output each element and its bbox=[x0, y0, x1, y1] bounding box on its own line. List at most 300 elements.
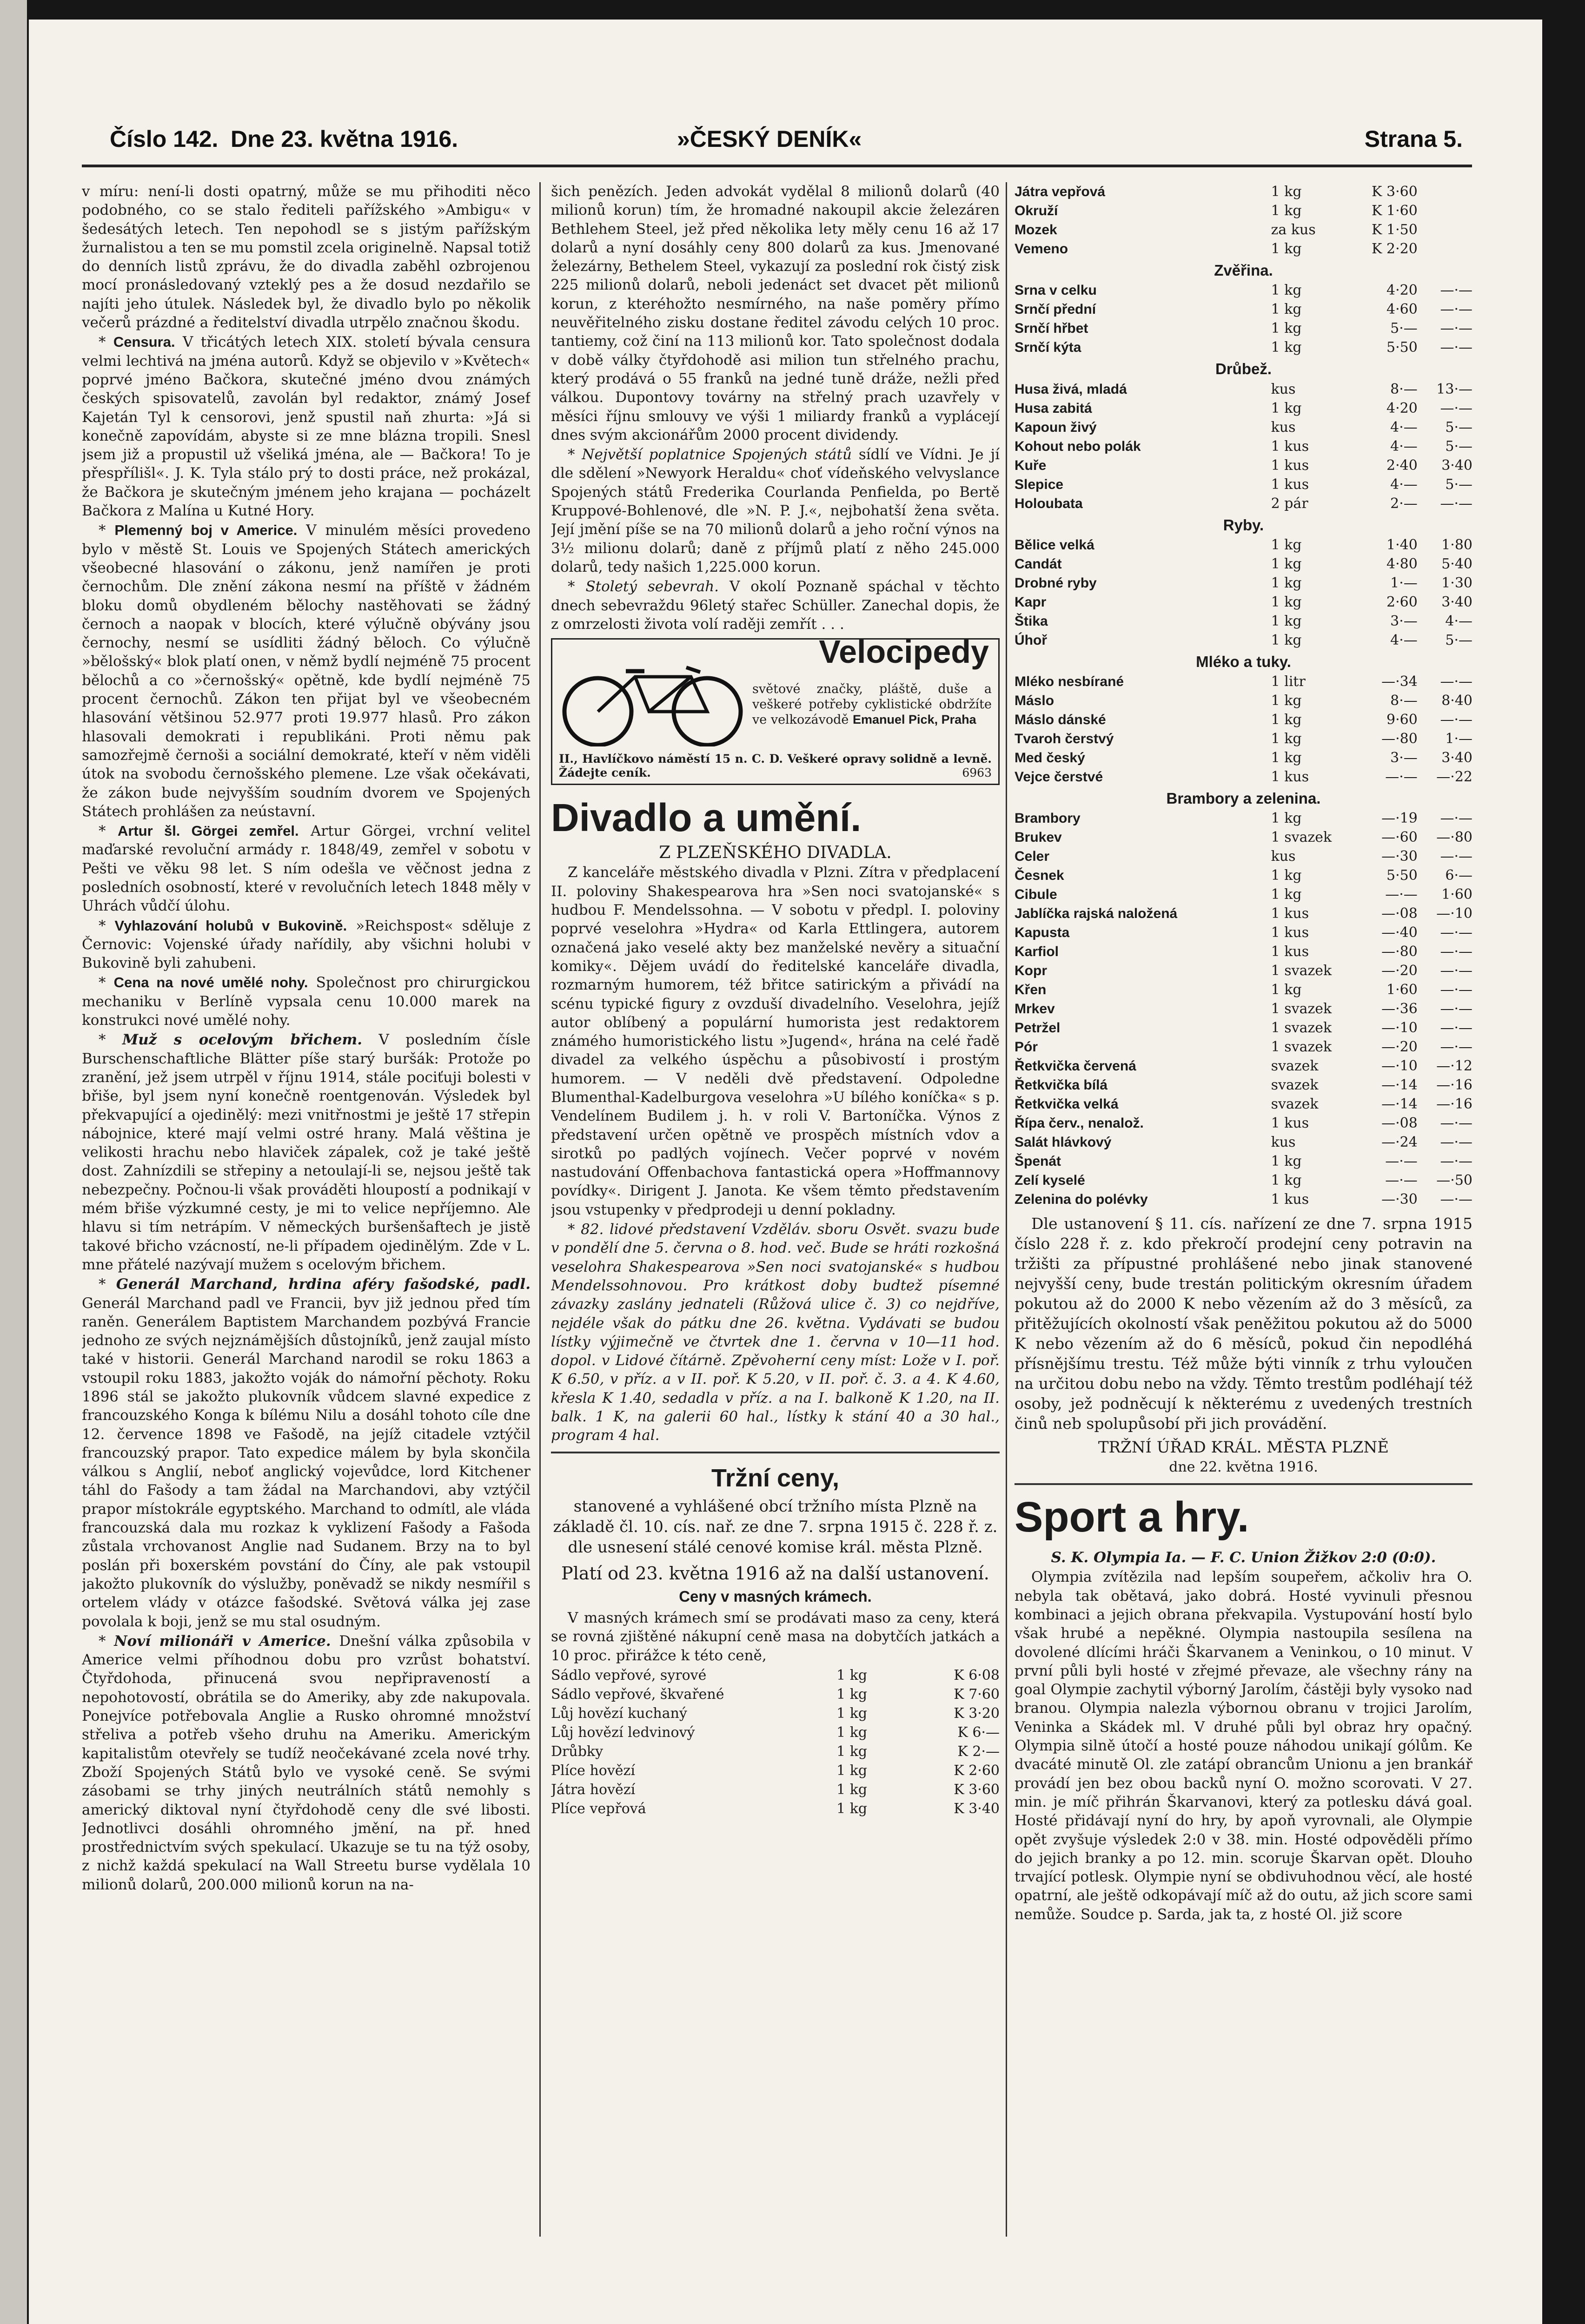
item-name: Pór bbox=[1015, 1039, 1038, 1055]
item-unit: 1 kus bbox=[1271, 944, 1309, 960]
price-min: —·34 bbox=[1381, 673, 1418, 690]
item-unit: svazek bbox=[1271, 1096, 1319, 1113]
item-name: Karfiol bbox=[1015, 944, 1059, 960]
item-unit: 1 kg bbox=[836, 1667, 868, 1684]
price-min: —·14 bbox=[1381, 1077, 1418, 1094]
article-ambigu: v míru: není-li dosti opatrný, může se mu přihoditi něco podobného, co se stalo řediteli pařížského »Ambigu« v šedesátých letech. Ten nepohodl se s jistým pařížským žurnalistou a ten se mu pomstil zcela originelně. Napsal totiž do denních listů zprávu, že do divadla zaběhl ozbrojenou mocí pronásledovaný vzteklý pes a že dosud nezdařilo se najíti jeho útulek. Následek byl, že divadlo bylo po několik večerů prázdné a ředitelství divadla utrpělo značnou škodu. bbox=[82, 183, 531, 331]
price-row bbox=[1015, 399, 1472, 418]
price-min: 3·— bbox=[1390, 750, 1418, 766]
item-name: Mléko nesbírané bbox=[1015, 674, 1124, 690]
item-name: Husa živá, mladá bbox=[1015, 381, 1127, 397]
item-name: Srnčí hřbet bbox=[1015, 321, 1088, 337]
price-max: —·— bbox=[1440, 339, 1472, 356]
item-unit: 1 svazek bbox=[1271, 963, 1332, 979]
item-unit: svazek bbox=[1271, 1077, 1319, 1094]
price-max: —·— bbox=[1440, 495, 1472, 512]
price-min: —·30 bbox=[1381, 848, 1418, 865]
price-max: 1·80 bbox=[1441, 536, 1472, 553]
price-min: 1·— bbox=[1390, 574, 1418, 591]
item-name: Tvaroh čerstvý bbox=[1015, 731, 1114, 747]
price-max: 1·60 bbox=[1441, 886, 1472, 903]
price-min: 4·60 bbox=[1386, 301, 1418, 318]
poultry-price-table bbox=[1015, 380, 1472, 513]
column-rule-2 bbox=[1006, 182, 1007, 2237]
divider bbox=[1015, 1483, 1472, 1485]
price-row bbox=[1015, 593, 1472, 612]
item-unit: 1 kg bbox=[1271, 536, 1302, 553]
item-name: Med český bbox=[1015, 750, 1085, 766]
price-row bbox=[551, 1742, 1000, 1761]
divider bbox=[551, 1452, 1000, 1453]
item-name: Kapr bbox=[1015, 594, 1047, 610]
item-name: Zelenina do polévky bbox=[1015, 1192, 1148, 1208]
signature-date: dne 22. května 1916. bbox=[1169, 1459, 1318, 1475]
item-name: Srnčí přední bbox=[1015, 302, 1096, 317]
price-row bbox=[1015, 767, 1472, 786]
item-unit: 1 kg bbox=[1271, 555, 1302, 572]
item-name: Játra vepřová bbox=[1015, 184, 1106, 199]
item-unit: za kus bbox=[1271, 222, 1316, 238]
item-name: Sádlo vepřové, syrové bbox=[551, 1667, 707, 1684]
price-max: 6·— bbox=[1445, 867, 1472, 884]
price-max: —·80 bbox=[1436, 829, 1472, 846]
price-row bbox=[1015, 691, 1472, 710]
price-min: 4·80 bbox=[1386, 555, 1418, 572]
price-min: 5·50 bbox=[1386, 339, 1418, 356]
price-max: —·— bbox=[1440, 1020, 1472, 1037]
item-name: Řetkvička bílá bbox=[1015, 1077, 1108, 1093]
category-ryby: Ryby. bbox=[1223, 516, 1264, 534]
price-max: —·— bbox=[1440, 1115, 1472, 1132]
column-3 bbox=[1015, 182, 1472, 2237]
item-name: Máslo dánské bbox=[1015, 712, 1106, 728]
item-unit: 1 svazek bbox=[1271, 829, 1332, 846]
item-unit: 1 kg bbox=[836, 1781, 868, 1798]
price-max: —·— bbox=[1440, 673, 1472, 690]
price-min: —·80 bbox=[1381, 944, 1418, 960]
price-row bbox=[1015, 456, 1472, 475]
price-min: —·14 bbox=[1381, 1096, 1418, 1113]
item-name: Plíce hovězí bbox=[551, 1762, 635, 1779]
item-name: Brukev bbox=[1015, 830, 1062, 845]
price-min: —·08 bbox=[1381, 905, 1418, 922]
game-price-table bbox=[1015, 281, 1472, 357]
meat-shops-rule: V masných krámech smí se prodávati maso za ceny, která se rovná zjištěné nákupní ceně masa na dobytčích jatkách a 10 proc. přirážce k této ceně, bbox=[551, 1609, 1000, 1664]
price-row bbox=[1015, 475, 1472, 494]
match-headline: S. K. Olympia Ia. — F. C. Union Žižkov 2:0 (0:0). bbox=[1051, 1549, 1436, 1566]
item-name: Brambory bbox=[1015, 811, 1081, 826]
item-unit: svazek bbox=[1271, 1058, 1319, 1075]
price-min: —·30 bbox=[1381, 1191, 1418, 1208]
item-name: Drůbky bbox=[551, 1743, 603, 1760]
item-name: Játra hovězí bbox=[551, 1781, 636, 1798]
price-row bbox=[1015, 1076, 1472, 1095]
price-min: —·36 bbox=[1381, 1001, 1418, 1017]
item-name: Řetkvička velká bbox=[1015, 1096, 1119, 1112]
price-max: 3·40 bbox=[1441, 457, 1472, 474]
category-mleko: Mléko a tuky. bbox=[1196, 653, 1291, 670]
price-max: 5·— bbox=[1445, 632, 1472, 648]
price-row bbox=[1015, 418, 1472, 437]
item-unit: 1 kg bbox=[1271, 731, 1302, 747]
item-unit: 1 kg bbox=[1271, 574, 1302, 591]
price-max: —·16 bbox=[1436, 1077, 1472, 1094]
price-row bbox=[1015, 1018, 1472, 1037]
item-unit: 1 kg bbox=[1271, 320, 1302, 337]
meat-price-table bbox=[551, 1666, 1000, 1818]
item-unit: 1 kg bbox=[1271, 1172, 1302, 1189]
item-unit: 1 kg bbox=[1271, 301, 1302, 318]
page-number: Strana 5. bbox=[1364, 126, 1463, 152]
item-name: Cibule bbox=[1015, 887, 1057, 903]
price-max bbox=[1418, 239, 1472, 258]
item-unit: 1 kg bbox=[1271, 184, 1302, 200]
price-row bbox=[1015, 437, 1472, 456]
price-row bbox=[1015, 1037, 1472, 1056]
price-row bbox=[1015, 729, 1472, 748]
item-name: Husa zabitá bbox=[1015, 400, 1092, 416]
price-min: —·80 bbox=[1381, 731, 1418, 747]
price-max bbox=[1418, 220, 1472, 239]
price-max bbox=[1418, 201, 1472, 220]
column-2 bbox=[551, 182, 1000, 2237]
item-name: Slepice bbox=[1015, 476, 1064, 492]
item-unit: 1 kg bbox=[1271, 339, 1302, 356]
price-max: 4·— bbox=[1445, 613, 1472, 629]
price-min: 4·20 bbox=[1386, 400, 1418, 416]
price-row bbox=[551, 1761, 1000, 1780]
price-row bbox=[1015, 923, 1472, 942]
section-title-trzni-ceny: Tržní ceny, bbox=[711, 1464, 840, 1492]
item-unit: 1 kg bbox=[836, 1705, 868, 1722]
item-name: Kohout nebo polák bbox=[1015, 438, 1141, 454]
item-unit: 1 svazek bbox=[1271, 1039, 1332, 1056]
price-min: 1·60 bbox=[1386, 982, 1418, 998]
price-max: —·50 bbox=[1436, 1172, 1472, 1189]
item-name: Zelí kyselé bbox=[1015, 1173, 1085, 1188]
price-max: 5·— bbox=[1445, 476, 1472, 493]
page-header bbox=[82, 116, 1472, 158]
price-row bbox=[1015, 942, 1472, 961]
item-unit: 1 kg bbox=[836, 1686, 868, 1703]
penalty-notice: Dle ustanovení § 11. cís. nařízení ze dne 7. srpna 1915 číslo 228 ř. z. kdo překročí prodejní ceny potravin na tržišti za přípustné prohlášené nebo jinak stanovené nejvyšší ceny, bude trestán politickým okresním úřadem pokutou až do 2000 K nebo vězením až do 3 měsíců, za přitěžujících okolností však peněžitou pokutou až do 5000 K nebo vězením až do 6 měsíců, pokud čin nepodléhá přísnějšímu trestu. Též může býti vinník z trhu vyloučen na určitou dobu nebo na vždy. Těmto trestům podléhají též osoby, jež podněcují k některému z uvedených trestních činů neb spolupůsobí při jich provádění. bbox=[1015, 1215, 1472, 1433]
article-milionari-cont: šich penězích. Jeden advokát vydělal 8 milionů dolarů (40 milionů korun) tím, že hromadné nakoupil akcie železáren Bethlehem Steel, jež před několika lety měly cenu 16 až 17 dolarů a nyní dosáhly ceny 800 dolarů za kus. Jmenované železárny, Bethelem Steel, vykazují za poslední rok čistý zisk 225 milionů dolarů, neboli jedenáct set dvacet pět milionů korun, z kteréhožto nesmírného, na naše poměry přímo neuvěřitelného zisku dostane ředitel závodu celých 10 proc. tantiemy, což činí na 113 milionů kor. Tato společnost dodala v době války čtyřdohodě asi milion tun střelného prachu, který prodává o 55 franků na jedné tuně dráže, nežli před válkou. Dupontovy továrny na střelný prach uzavřely v měsíci říjnu smlouvy ve výši 1 miliardy franků a vyplácejí dnes svým akcionářům 2000 procent dividendy. bbox=[551, 183, 1000, 443]
price-max: —·— bbox=[1440, 924, 1472, 941]
article-plemenny-boj: * Plemenný boj v Americe. V minulém měsíci provedeno bylo v městě St. Louis ve Spojených Státech amerických všeobecné hlasování o zákonu, jenž namířen je proti černochům. Dle znění zákona nesmí na příště v žádném bloku domů obydleném bělochy nastěhovati se žádný černoch a naopak v blocích, které výlučně obývány jsou černochy, nesmí se usídliti žádný běloch. Co výlučně »bělošský« blok platí onen, v němž bydlí nejméně 75 procent bělochů a co »černošský« opětně, kde bydlí nejméně 75 procent černochů. Zákon ten přijat byl ve všeobecném hlasování většinou 52.977 proti 19.977 hlasů. Pro zákon hlasovali demokrati i republikáni. Proti němu pak samozřejmě černoši a sociální demokraté, kteří v něm viděli útok na svobodu černošského plemene. Lze však očekávati, že zákon bude nejvyšším soudním dvorem ve Spojených Státech prohlášen za neústavní. bbox=[82, 522, 531, 820]
price-max: —·— bbox=[1440, 982, 1472, 998]
match-report: Olympia zvítězila nad lepším soupeřem, ačkoliv hra O. nebyla tak obětavá, jako dobrá. Hosté vyvinuli přesnou kombinaci a jejich obrana překvapila. Vystupování hostí bylo však hrubé a nepěkné. Olympia nastoupila sesílena na dovolené dlícími hráči Škarvanem a Veninkou, o 10 minut. V první půli byli hosté v zřejmé převaze, ale všechny rány na goal Olympie zachytil výborný Jarolím, částěji byly vysoko nad branou. Olympia nalezla výbornou obranu v trojici Jarolím, Veninka a Skádek ml. V druhé půli byl obraz hry opačný. Olympia silně útočí a hosté pouze náhodou unikají gólům. Ke dvacáté minutě Ol. zle zatápí obrancům Unionu a jen brankář provádí jen bez obou backů nyní O. možno scorovati. V 27. min. je míč přihrán Škarvanovi, který za potlesku dává goal. Hosté přidávají nyní do hry, by apoň vyrovnali, ale Olympie opět zvyšuje výsledek 2:0 v 38. min. Hosté odpověděli přímo do jejich branky a po 12. min. scoruje Škarvan opět. Dlouho trvající potlesk. Olympie nyní se obdivuhodnou věcí, ale hosté opatrní, ale ještě odkopávají míč až do outu, až jich score sami nemůže. Soudce p. Sarda, jak ta, z hosté Ol. již score bbox=[1015, 1569, 1472, 1923]
item-unit: 1 kg bbox=[1271, 241, 1302, 257]
price-min: 5·50 bbox=[1386, 867, 1418, 884]
item-unit: 1 kg bbox=[1271, 1153, 1302, 1170]
price-row bbox=[1015, 710, 1472, 729]
article-marchand: * Generál Marchand, hrdina aféry fašodské, padl. Generál Marchand padl ve Francii, byv již jednou před tím raněn. Generálem Baptistem Marchandem pozbývá Francie jednoho ze svých nejznámějších důstojníků, jenž zaujal místo také v historii. Generál Marchand narodil se roku 1863 a vstoupil roku 1883, jakožto voják do námořní pěchoty. Roku 1896 stál se jakožto plukovník vůdcem slavné expedice z francouzského Konga k bílému Nilu a dosáhl tohoto cíle dne 12. července 1898 ve Fašodě, na jejíž citadele vztýčil francouzský prapor. Tato expedice málem by byla skončila válkou s Anglií, neboť anglický vojevůdce, lord Kitchener táhl do Fašody a tam žádal na Marchandovi, aby vztýčil prapor místokrále egyptského. Marchand to odmítl, ale vláda francouzská dala mu rozkaz k vyklizení Fašody a Fašoda zůstala vrchovanost Anglie nad Sudanem. Brzy na to byl poslán při boxerském povstání do Číny, ale pak vstoupil jakožto plukovník do výslužby, poněvadž se nikdy nesmířil s ortelem vlády v otázce fašodské. Světová válka jej zase povolala k boji, jenž se mu stal osudným. bbox=[82, 1276, 531, 1630]
article-holubi: * Vyhlazování holubů v Bukovině. »Reichspost« sděluje z Černovic: Vojenské úřady nařídily, aby všichni holubi v Bukovině byli zahubeni. bbox=[82, 917, 531, 972]
price-min: —·10 bbox=[1381, 1020, 1418, 1037]
price-row bbox=[551, 1780, 1000, 1799]
left-page-edge bbox=[0, 0, 27, 2324]
price-row bbox=[1015, 828, 1472, 847]
price-min: —·40 bbox=[1381, 924, 1418, 941]
item-unit: kus bbox=[1271, 381, 1296, 397]
price-min: —·60 bbox=[1381, 829, 1418, 846]
item-name: Křen bbox=[1015, 982, 1047, 998]
item-unit: 1 svazek bbox=[1271, 1001, 1332, 1017]
item-unit: 1 svazek bbox=[1271, 1020, 1332, 1037]
price-max: —·16 bbox=[1436, 1096, 1472, 1113]
article-lidove-predstaveni: * 82. lidové představení Vzděláv. sboru Osvět. svazu bude v pondělí dne 5. června o 8. hod. več. Bude se hráti rozkošná veselohra Shakespearova »Sen noci svatojanské« s hudbou Mendelssohnovou. Pro krátkost doby budtež písemné závazky zaslány jednateli (Růžová ulice č. 3) co nejdříve, nejdéle však do pátku dne 26. května. Vydávati se budou lístky výjimečně ve čtvrtek dne 1. června v 10—11 hod. dopol. v Lidové čítárně. Zpěvoherní ceny míst: Lože v I. poř. K 6.50, v příz. a v II. poř. K 5.20, v II. poř. č. 3. a 4. K 4.60, křesla K 1.40, sedadla v příz. a na I. balkoně K 1.20, na II. balk. 1 K, na galerii 60 hal., lístky k stání 40 a 30 hal., program 4 hal. bbox=[551, 1221, 1000, 1444]
ad-address: II., Havlíčkovo náměstí 15 n. C. D. Veškeré opravy solidně a levně. Žádejte ceník. 6963 bbox=[559, 752, 992, 780]
price-row bbox=[1015, 338, 1472, 357]
price-max: 8·40 bbox=[1441, 693, 1472, 709]
price-min: —·20 bbox=[1381, 1039, 1418, 1056]
item-name: Štika bbox=[1015, 613, 1048, 629]
price-row bbox=[1015, 1152, 1472, 1171]
issue-date: Dne 23. května 1916. bbox=[231, 126, 458, 152]
item-unit: 1 kg bbox=[1271, 867, 1302, 884]
item-name: Mozek bbox=[1015, 222, 1057, 238]
price-min: —·24 bbox=[1381, 1134, 1418, 1151]
item-unit: 2 pár bbox=[1271, 495, 1308, 512]
column-1 bbox=[82, 182, 531, 2237]
price-min: K 1·50 bbox=[1372, 222, 1418, 238]
item-name: Kapusta bbox=[1015, 925, 1070, 941]
price-row bbox=[1015, 1095, 1472, 1114]
price-min: 8·— bbox=[1390, 693, 1418, 709]
price-max: —·— bbox=[1440, 1001, 1472, 1017]
milk-price-table bbox=[1015, 672, 1472, 786]
price-row bbox=[1015, 961, 1472, 980]
article-gorgei: * Artur šl. Görgei zemřel. Artur Görgei, vrchní velitel maďarské revoluční armády r. 1848/49, zemřel v sobotu v Pešti ve věku 98 let. S ním odešla ve věčnost jedna z posledních osobností, které v revolučních letech 1848 měly v Uhrách vůdčí úlohu. bbox=[82, 823, 531, 915]
price-row bbox=[1015, 612, 1472, 631]
item-unit: 1 kg bbox=[1271, 400, 1302, 416]
item-name: Plíce vepřová bbox=[551, 1800, 646, 1817]
item-name: Lůj hovězí kuchaný bbox=[551, 1705, 687, 1722]
column-rule-1 bbox=[539, 182, 541, 2237]
item-name: Bělice velká bbox=[1015, 537, 1094, 553]
item-name: Candát bbox=[1015, 556, 1062, 572]
price-min: —·20 bbox=[1381, 963, 1418, 979]
item-unit: 1 kg bbox=[1271, 886, 1302, 903]
subsection-plzen-divadlo: Z PLZEŇSKÉHO DIVADLA. bbox=[659, 843, 892, 863]
meat-price-table-cont bbox=[1015, 182, 1472, 258]
price-row bbox=[1015, 380, 1472, 399]
item-name: Řetkvička červená bbox=[1015, 1058, 1136, 1074]
price-row bbox=[1015, 1133, 1472, 1152]
meat-shops-heading: Ceny v masných krámech. bbox=[679, 1587, 872, 1605]
market-validity: Platí od 23. května 1916 až na další ustanovení. bbox=[561, 1563, 989, 1584]
price-row bbox=[1015, 1171, 1472, 1190]
item-name: Špenát bbox=[1015, 1154, 1061, 1169]
price-row bbox=[551, 1666, 1000, 1685]
item-name: Kuře bbox=[1015, 457, 1047, 473]
price-max: 1·30 bbox=[1441, 574, 1472, 591]
price-min: K 6·— bbox=[957, 1724, 1000, 1741]
price-row bbox=[1015, 300, 1472, 319]
price-max: —·— bbox=[1440, 944, 1472, 960]
price-min: 2·40 bbox=[1386, 457, 1418, 474]
fish-price-table bbox=[1015, 535, 1472, 650]
price-min: —·10 bbox=[1381, 1058, 1418, 1075]
price-min: 2·60 bbox=[1386, 594, 1418, 610]
price-min: 4·— bbox=[1390, 419, 1418, 436]
price-max: —·— bbox=[1440, 1134, 1472, 1151]
item-name: Srna v celku bbox=[1015, 283, 1097, 298]
price-max: —·— bbox=[1440, 400, 1472, 416]
issue-number: Číslo 142. bbox=[110, 126, 219, 152]
article-ocelove-bricho: * Muž s ocelovým břichem. V posledním čísle Burschenschaftliche Blätter píše starý buršák: Protože po zranění, jež jsem utrpěl v říjnu 1914, stále pociťuji bolesti v břiše, byl jsem nyní konečně roentgenován. Výsledek byl překvapující a ojedinělý: mezi vnitřnostmi je ještě 17 střepin nábojnice, které mají velmi ostré hrany. Malá věština je velikosti hrachu nebo hlaviček zápalek, což je také ještě dost. Zahnízdili se střepiny a netoulají-li se, nejsou ještě tak nebezpečny. Počnou-li však prováděti hloupostí a podnikají v mém břiše výzkumné cesty, je mi to velice nepříjemno. Ale hlavu si tím netrápím. V německých buršenšaftech je jistě takové břicho vzácností, ne-li případem ojedinělým. Zde v L. mne přátelé nazývají mužem s ocelovým břichem. bbox=[82, 1031, 531, 1273]
item-unit: kus bbox=[1271, 848, 1296, 865]
price-min: K 1·60 bbox=[1372, 203, 1418, 219]
category-zverina: Zvěřina. bbox=[1214, 262, 1273, 279]
item-name: Celer bbox=[1015, 849, 1050, 865]
item-unit: 1 kg bbox=[1271, 712, 1302, 728]
price-min: 4·— bbox=[1390, 632, 1418, 648]
item-name: Kapoun živý bbox=[1015, 419, 1097, 435]
item-unit: 1 kg bbox=[1271, 203, 1302, 219]
price-row bbox=[1015, 494, 1472, 513]
item-name: Drobné ryby bbox=[1015, 575, 1097, 591]
price-max: —·— bbox=[1440, 320, 1472, 337]
masthead: »ČESKÝ DENÍK« bbox=[677, 126, 862, 152]
price-row bbox=[1015, 281, 1472, 300]
price-row bbox=[1015, 1056, 1472, 1076]
article-divadlo: Z kanceláře městského divadla v Plzni. Zítra v předplacení II. poloviny Shakespearova hra »Sen noci svatojanské« s hudbou F. Mendelssohna. — V sobotu v předpl. I. poloviny poprvé veselohra »Hydra« od Karla Ettlingera, autorem označená jako veselé akty bez manželské nevěry a situační komiky«. Dějem uvádí do ředitelské kanceláře divadla, rozmarným humorem, též břitce satirickým a přivádí na scénu typické figury z ovzduší divadelního. Veselohra, jejíž autor oblíbený a populární humorista jest redaktorem známého humoristického listu »Jugend«, hrána na celé řadě divadel za velkého úspěchu a působivostí i prostým humorem. — V neděli dvě představení. Odpoledne Blumenthal-Kadelburgova veselohra »U bílého koníčka« s p. Vendelínem Budilem j. h. v roli V. Bartoníčka. Výnos z představení určen opětně ve prospěch místních vdov a sirotků po padlých vojínech. Večer poprvé v novém nastudování Offenbachova fantastická opera »Hoffmannovy povídky«. Dirigent J. Janota. Ke všem těmto představením jsou vstupenky v předprodeji u denní pokladny. bbox=[551, 864, 1000, 1218]
price-row bbox=[1015, 748, 1472, 767]
price-min: —·— bbox=[1385, 886, 1418, 903]
category-zelenina: Brambory a zelenina. bbox=[1166, 790, 1321, 807]
price-max: —·12 bbox=[1436, 1058, 1472, 1075]
item-unit: 1 kus bbox=[1271, 924, 1309, 941]
price-min: 4·— bbox=[1390, 476, 1418, 493]
price-row bbox=[1015, 319, 1472, 338]
item-unit: 1 kg bbox=[836, 1762, 868, 1779]
price-max: 3·40 bbox=[1441, 750, 1472, 766]
price-min: K 2·20 bbox=[1372, 241, 1418, 257]
item-name: Okruží bbox=[1015, 203, 1058, 218]
price-row bbox=[1015, 239, 1472, 258]
item-name: Vemeno bbox=[1015, 241, 1068, 257]
price-max: —·— bbox=[1440, 301, 1472, 318]
item-name: Lůj hovězí ledvinový bbox=[551, 1724, 695, 1741]
item-unit: 1 kg bbox=[836, 1800, 868, 1817]
price-row bbox=[1015, 201, 1472, 220]
item-name: Česnek bbox=[1015, 868, 1064, 884]
item-unit: kus bbox=[1271, 419, 1296, 436]
article-sebevrah: * Stoletý sebevrah. V okolí Poznaně spáchal v těchto dnech sebevraždu 96letý stařec Schüller. Zanechal dopis, že z omrzelosti života volí raději zemřít . . . bbox=[551, 578, 1000, 633]
price-row bbox=[1015, 631, 1472, 650]
price-max: 3·40 bbox=[1441, 594, 1472, 610]
price-row bbox=[1015, 885, 1472, 904]
price-max: —·— bbox=[1440, 282, 1472, 299]
item-unit: 1 litr bbox=[1271, 673, 1306, 690]
item-unit: 1 kg bbox=[836, 1724, 868, 1741]
category-drubez: Drůbež. bbox=[1215, 360, 1272, 378]
price-min: —·— bbox=[1385, 769, 1418, 786]
market-office-signature: TRŽNÍ ÚŘAD KRÁL. MĚSTA PLZNĚ bbox=[1098, 1438, 1389, 1457]
price-max: —·— bbox=[1440, 1039, 1472, 1056]
price-row bbox=[1015, 980, 1472, 999]
item-name: Vejce čerstvé bbox=[1015, 769, 1103, 785]
section-title-sport: Sport a hry. bbox=[1015, 1493, 1249, 1541]
price-max: —·— bbox=[1440, 810, 1472, 827]
article-poplatnice: * Největší poplatnice Spojených států sídlí ve Vídni. Je jí dle sdělení »Newyork Heraldu« choť vídeňského velvyslance Spojených států Frederika Courlanda Penfielda, po Bertě Kruppové-Bohlenové, dle »N. P. J.«, nejbohatší žena světa. Její jmění píše se na 70 milionů dolarů a jeho roční výnos na 3½ milionu dolarů; daně z příjmů platí z něho 245.000 dolarů, tedy našich 1,225.000 korun. bbox=[551, 446, 1000, 575]
price-row bbox=[1015, 1190, 1472, 1209]
item-unit: 1 kg bbox=[1271, 810, 1302, 827]
price-row bbox=[1015, 220, 1472, 239]
price-row bbox=[1015, 847, 1472, 866]
price-max: 13·— bbox=[1436, 381, 1472, 397]
item-unit: 1 kg bbox=[1271, 982, 1302, 998]
item-name: Máslo bbox=[1015, 693, 1054, 709]
price-max: 1·— bbox=[1445, 731, 1472, 747]
price-row bbox=[551, 1685, 1000, 1704]
item-name: Mrkev bbox=[1015, 1001, 1055, 1017]
item-name: Srnčí kýta bbox=[1015, 340, 1081, 356]
article-censura: * Censura. V třicátých letech XIX. století bývala censura velmi lechtivá na jména autorů. Když se objevilo v »Květech« poprvé jméno Bačkora, skutečné jméno dvou známých českých spisovatelů, zavolán byl redaktor, známý Josef Kajetán Tyl k censorovi, jenž spustil naň zhurta: »Já si konečně zapovídám, abyste si ze mne blázna tropili. Snesl jsem již a propustil už všeliká jména, ale — Bačkora! To je přespřílišl«. J. K. Tyla stálo prý to dosti práce, než prokázal, že Bačkora je skutečným jménem jeho krajana — pocházelt Bačkora z Malína u Kutné Hory. bbox=[82, 334, 531, 520]
price-min: K 6·08 bbox=[954, 1667, 1000, 1684]
price-min: —·— bbox=[1385, 1172, 1418, 1189]
price-min: 5·— bbox=[1390, 320, 1418, 337]
item-unit: 1 kg bbox=[1271, 632, 1302, 648]
item-unit: 1 kus bbox=[1271, 476, 1309, 493]
vegetable-price-table bbox=[1015, 809, 1472, 1209]
price-row bbox=[1015, 999, 1472, 1018]
section-title-divadlo: Divadlo a umění. bbox=[551, 796, 862, 840]
item-unit: 1 kg bbox=[1271, 594, 1302, 610]
price-max: —·22 bbox=[1436, 769, 1472, 786]
price-row bbox=[1015, 904, 1472, 923]
ad-text: světové značky, pláště, duše a veškeré potřeby cyklistické obdržíte ve velkozávodě Emanuel Pick, Praha bbox=[752, 682, 992, 727]
price-min: K 3·20 bbox=[954, 1705, 1000, 1722]
item-unit: 1 kus bbox=[1271, 457, 1309, 474]
item-unit: 1 kg bbox=[1271, 693, 1302, 709]
item-name: Jablíčka rajská naložená bbox=[1015, 906, 1178, 922]
price-row bbox=[551, 1799, 1000, 1818]
price-min: 4·— bbox=[1390, 438, 1418, 455]
item-name: Sádlo vepřové, škvařené bbox=[551, 1686, 724, 1703]
price-max: —·— bbox=[1440, 712, 1472, 728]
item-unit: 1 kus bbox=[1271, 1115, 1309, 1132]
item-name: Úhoř bbox=[1015, 632, 1047, 648]
price-max: —·— bbox=[1440, 1153, 1472, 1170]
item-unit: 1 kus bbox=[1271, 1191, 1309, 1208]
item-unit: 1 kg bbox=[1271, 750, 1302, 766]
item-unit: 1 kus bbox=[1271, 438, 1309, 455]
price-min: K 3·60 bbox=[1372, 184, 1418, 200]
price-row bbox=[1015, 574, 1472, 593]
item-name: Holoubata bbox=[1015, 495, 1083, 511]
item-unit: 1 kg bbox=[1271, 613, 1302, 629]
price-min: 8·— bbox=[1390, 381, 1418, 397]
item-unit: 1 kg bbox=[836, 1743, 868, 1760]
item-unit: kus bbox=[1271, 1134, 1296, 1151]
price-max: 5·40 bbox=[1441, 555, 1472, 572]
price-min: 4·20 bbox=[1386, 282, 1418, 299]
price-max: —·— bbox=[1440, 963, 1472, 979]
price-min: —·19 bbox=[1381, 810, 1418, 827]
bicycle-icon bbox=[556, 654, 751, 746]
velocipedy-advertisement bbox=[551, 634, 1000, 785]
price-max bbox=[1418, 182, 1472, 201]
price-max: —·— bbox=[1440, 1191, 1472, 1208]
price-row bbox=[1015, 1114, 1472, 1133]
article-milionari: * Noví milionáři v Americe. Dnešní válka způsobila v Americe velmi příhodnou dobu pro vzrůst bohatství. Čtyřdohoda, přinucená svou nepřipraveností a nepohotovostí, obrátila se do Ameriky, aby zde nakupovala. Ponejvíce potřebovala Anglie a Rusko ohromné množství střeliva a potřeb všeho druhu na Ameriku. Americkým kapitalistům otevřely se tudíž neočekávané zcela nové trhy. Zboží Spojených Států bylo ve vysoké ceně. Se svými zásobami se trhy jiných neutrálních států nemohly s americký diktoval nyní čtyřdohodě ceny dle své libosti. Jednotlivci dosáhli ohromného jmění, na př. hned prostřednictvím svých spekulací. Ukazuje se tu na týž osoby, z nichž každá spekulací na Wall Streetu burse vydělala 10 milionů dolarů, 200.000 milionů korun na na- bbox=[82, 1632, 531, 1893]
item-unit: 1 kus bbox=[1271, 905, 1309, 922]
ad-title: Velocipedy bbox=[819, 634, 989, 670]
price-row bbox=[551, 1704, 1000, 1723]
price-min: 1·40 bbox=[1386, 536, 1418, 553]
